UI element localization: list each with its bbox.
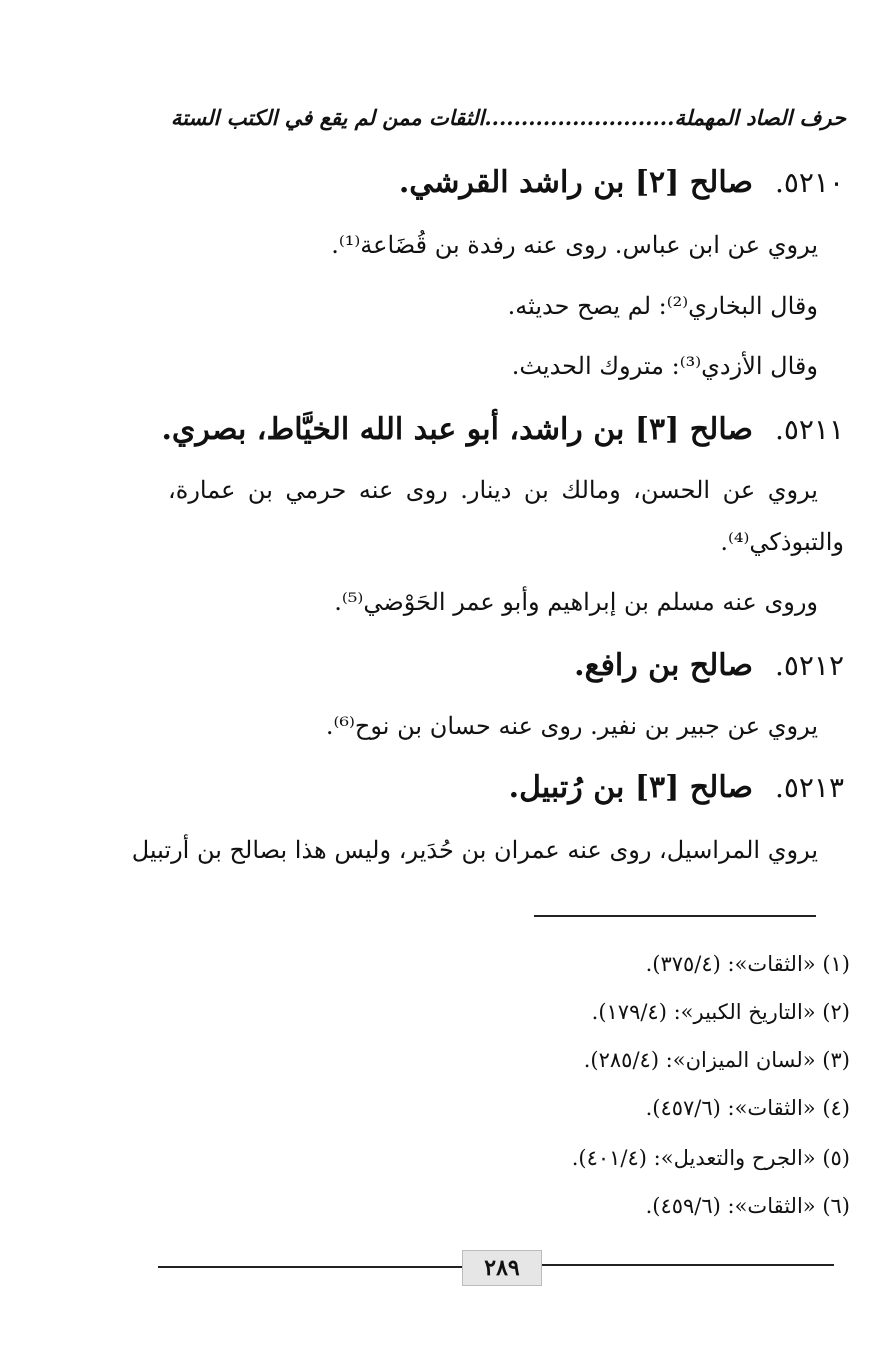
- header-book-title: الثقات ممن لم يقع في الكتب الستة: [170, 105, 485, 130]
- footnote: (١) «الثقات»: (٣٧٥/٤).: [645, 952, 850, 976]
- bottom-rule-right: [542, 1264, 834, 1266]
- running-header: [170, 105, 846, 130]
- footnote: (٦) «الثقات»: (٤٥٩/٦).: [645, 1194, 850, 1218]
- entry-line: يروي المراسيل، روى عنه عمران بن حُدَير، وليس هذا بصالح بن أرتبيل: [131, 836, 818, 864]
- entry-title-5210: [399, 165, 844, 200]
- entry-name: صالح [٣] بن رُتبيل.: [508, 770, 753, 805]
- entry-line: وروى عنه مسلم بن إبراهيم وأبو عمر الحَوْضي⁽⁵⁾.: [334, 588, 818, 616]
- entry-name: صالح [٢] بن راشد القرشي.: [398, 165, 753, 200]
- entry-number: ٥٢١٠.: [774, 166, 844, 199]
- entry-line: يروي عن جبير بن نفير. روى عنه حسان بن نوح⁽⁶⁾.: [325, 712, 818, 740]
- page-number: ٢٨٩: [462, 1250, 542, 1286]
- entry-line: وقال البخاري⁽²⁾: لم يصح حديثه.: [507, 292, 818, 320]
- bottom-rule-left: [158, 1266, 462, 1268]
- footnote: (٣) «لسان الميزان»: (٢٨٥/٤).: [583, 1048, 850, 1072]
- header-chapter: حرف الصاد المهملة: [674, 105, 846, 130]
- entry-title-5213: [509, 770, 844, 805]
- entry-line: يروي عن ابن عباس. روى عنه رفدة بن قُضَاعة⁽¹⁾.: [331, 231, 818, 259]
- footnote-separator: [534, 915, 816, 917]
- entry-number: ٥٢١١.: [774, 413, 844, 446]
- footnote: (٥) «الجرح والتعديل»: (٤٠١/٤).: [571, 1146, 850, 1170]
- entry-line: والتبوذكي⁽⁴⁾.: [720, 528, 844, 556]
- entry-line: وقال الأزدي⁽³⁾: متروك الحديث.: [511, 352, 818, 380]
- header-dots: ..........................: [484, 105, 675, 130]
- entry-name: صالح [٣] بن راشد، أبو عبد الله الخيَّاط، بصري.: [161, 412, 753, 447]
- entry-number: ٥٢١٣.: [774, 771, 844, 804]
- footnote: (٤) «الثقات»: (٤٥٧/٦).: [645, 1096, 850, 1120]
- entry-title-5211: [161, 412, 844, 447]
- entry-name: صالح بن رافع.: [574, 648, 753, 683]
- entry-line: يروي عن الحسن، ومالك بن دينار. روى عنه حرمي بن عمارة،: [168, 476, 818, 504]
- entry-title-5212: [574, 648, 844, 683]
- footnote: (٢) «التاريخ الكبير»: (١٧٩/٤).: [591, 1000, 850, 1024]
- entry-number: ٥٢١٢.: [774, 649, 844, 682]
